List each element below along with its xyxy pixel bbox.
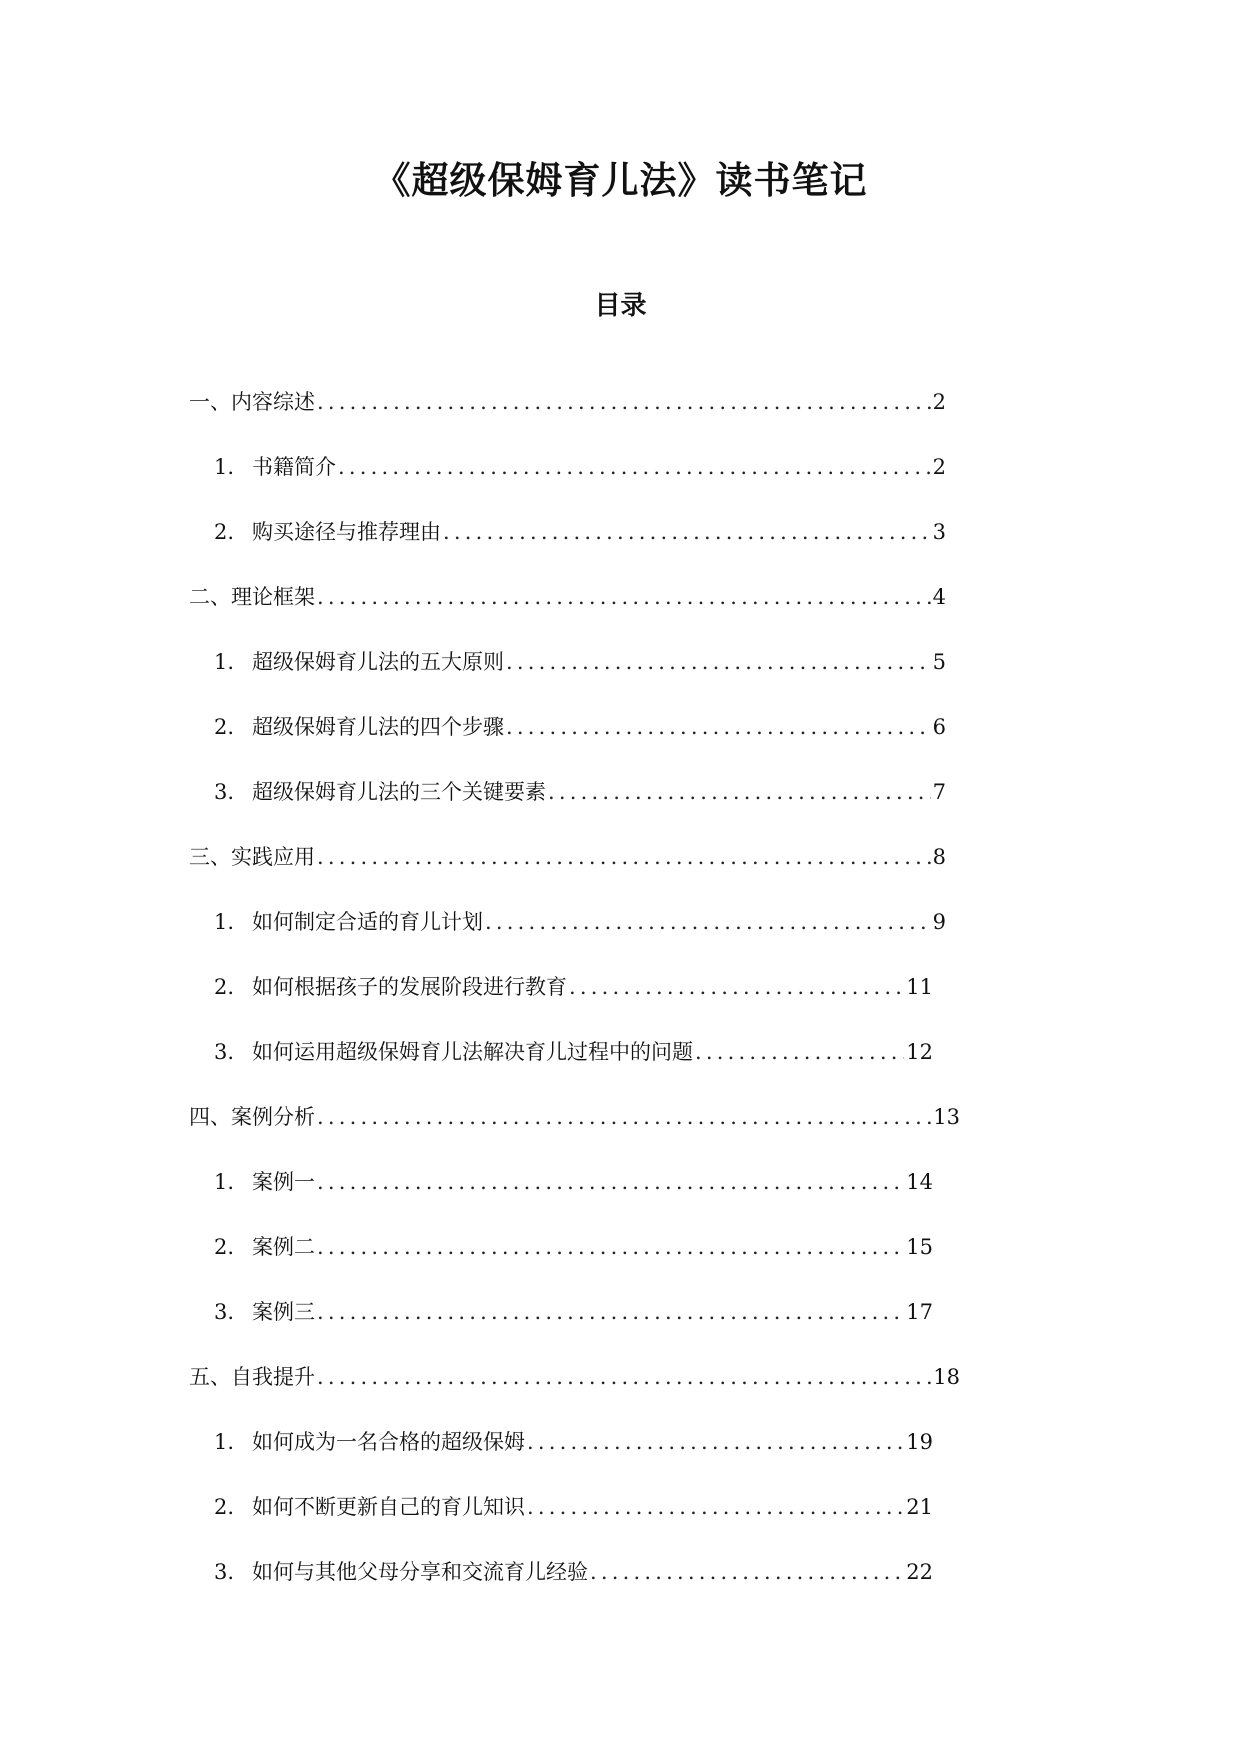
toc-leader-dots: [317, 1100, 931, 1134]
toc-entry-page-number: 13: [933, 1105, 960, 1129]
toc-entry-label: 二、理论框架: [189, 585, 315, 609]
toc-entry-subsection[interactable]: [214, 970, 933, 1004]
toc-leader-dots: [506, 645, 931, 679]
toc-leader-dots: [527, 1490, 904, 1524]
toc-entry-label: 一、内容综述: [189, 390, 315, 414]
toc-entry-section[interactable]: [189, 840, 946, 874]
toc-entry-label: 案例二: [252, 1235, 315, 1259]
toc-entry-label: 如何成为一名合格的超级保姆: [252, 1430, 525, 1454]
toc-entry-label: 超级保姆育儿法的五大原则: [252, 650, 504, 674]
toc-entry-label: 购买途径与推荐理由: [252, 520, 441, 544]
toc-entry-page-number: 9: [932, 910, 946, 934]
toc-entry-page-number: 15: [906, 1235, 933, 1259]
toc-entry-section[interactable]: [189, 1360, 960, 1394]
toc-entry-subsection[interactable]: [214, 775, 946, 809]
toc-leader-dots: [317, 580, 931, 614]
toc-entry-number: 2.: [214, 520, 235, 544]
toc-entry-page-number: 14: [906, 1170, 933, 1194]
toc-entry-page-number: 3: [932, 520, 946, 544]
toc-entry-number: 1.: [214, 650, 235, 674]
toc-entry-number: 2.: [214, 975, 235, 999]
toc-entry-subsection[interactable]: [214, 515, 946, 549]
toc-entry-subsection[interactable]: [214, 450, 946, 484]
document-title: 《超级保姆育儿法》读书笔记: [373, 159, 868, 202]
toc-leader-dots: [485, 905, 931, 939]
toc-leader-dots: [506, 710, 931, 744]
toc-leader-dots: [569, 970, 904, 1004]
toc-entry-number: 3.: [214, 1560, 235, 1584]
toc-leader-dots: [317, 1230, 904, 1264]
toc-entry-number: 1.: [214, 1430, 235, 1454]
toc-entry-page-number: 22: [906, 1560, 933, 1584]
toc-entry-page-number: 4: [932, 585, 946, 609]
toc-entry-page-number: 5: [932, 650, 946, 674]
toc-entry-subsection[interactable]: [214, 1295, 933, 1329]
toc-entry-section[interactable]: [189, 385, 946, 419]
toc-leader-dots: [317, 1295, 904, 1329]
toc-entry-page-number: 2: [932, 455, 946, 479]
toc-entry-label: 五、自我提升: [189, 1365, 315, 1389]
toc-entry-page-number: 19: [906, 1430, 933, 1454]
toc-leader-dots: [443, 515, 931, 549]
toc-entry-subsection[interactable]: [214, 710, 946, 744]
toc-leader-dots: [548, 775, 931, 809]
toc-entry-page-number: 6: [932, 715, 946, 739]
toc-entry-label: 如何运用超级保姆育儿法解决育儿过程中的问题: [252, 1040, 693, 1064]
toc-entry-subsection[interactable]: [214, 905, 946, 939]
toc-leader-dots: [338, 450, 931, 484]
toc-heading: 目录: [594, 291, 647, 321]
toc-entry-number: 2.: [214, 715, 235, 739]
toc-entry-label: 如何与其他父母分享和交流育儿经验: [252, 1560, 588, 1584]
toc-entry-label: 案例一: [252, 1170, 315, 1194]
toc-leader-dots: [317, 1360, 931, 1394]
toc-entry-page-number: 8: [932, 845, 946, 869]
toc-entry-page-number: 21: [906, 1495, 933, 1519]
toc-entry-number: 1.: [214, 455, 235, 479]
toc-entry-number: 1.: [214, 1170, 235, 1194]
toc-leader-dots: [317, 385, 931, 419]
toc-entry-number: 3.: [214, 1300, 235, 1324]
toc-entry-subsection[interactable]: [214, 1425, 933, 1459]
toc-entry-subsection[interactable]: [214, 1035, 933, 1069]
toc-entry-label: 案例三: [252, 1300, 315, 1324]
toc-leader-dots: [590, 1555, 904, 1589]
toc-entry-label: 书籍简介: [252, 455, 336, 479]
toc-entry-number: 3.: [214, 1040, 235, 1064]
toc-entry-page-number: 2: [932, 390, 946, 414]
toc-entry-label: 超级保姆育儿法的三个关键要素: [252, 780, 546, 804]
toc-entry-subsection[interactable]: [214, 645, 946, 679]
toc-entry-number: 3.: [214, 780, 235, 804]
toc-entry-number: 2.: [214, 1495, 235, 1519]
toc-entry-label: 如何根据孩子的发展阶段进行教育: [252, 975, 567, 999]
toc-entry-page-number: 17: [906, 1300, 933, 1324]
toc-entry-page-number: 7: [932, 780, 946, 804]
toc-entry-subsection[interactable]: [214, 1490, 933, 1524]
toc-entry-number: 2.: [214, 1235, 235, 1259]
toc-entry-subsection[interactable]: [214, 1555, 933, 1589]
toc-entry-section[interactable]: [189, 1100, 960, 1134]
toc-leader-dots: [527, 1425, 904, 1459]
toc-entry-page-number: 18: [933, 1365, 960, 1389]
toc-entry-page-number: 12: [906, 1040, 933, 1064]
toc-entry-label: 如何不断更新自己的育儿知识: [252, 1495, 525, 1519]
toc-entry-section[interactable]: [189, 580, 946, 614]
toc-entry-number: 1.: [214, 910, 235, 934]
toc-entry-subsection[interactable]: [214, 1230, 933, 1264]
toc-leader-dots: [317, 1165, 904, 1199]
toc-entry-label: 三、实践应用: [189, 845, 315, 869]
toc-entry-page-number: 11: [906, 975, 933, 999]
toc-leader-dots: [317, 840, 931, 874]
toc-entry-label: 超级保姆育儿法的四个步骤: [252, 715, 504, 739]
toc-entry-label: 四、案例分析: [189, 1105, 315, 1129]
toc-entry-label: 如何制定合适的育儿计划: [252, 910, 483, 934]
toc-leader-dots: [695, 1035, 904, 1069]
toc-entry-subsection[interactable]: [214, 1165, 933, 1199]
